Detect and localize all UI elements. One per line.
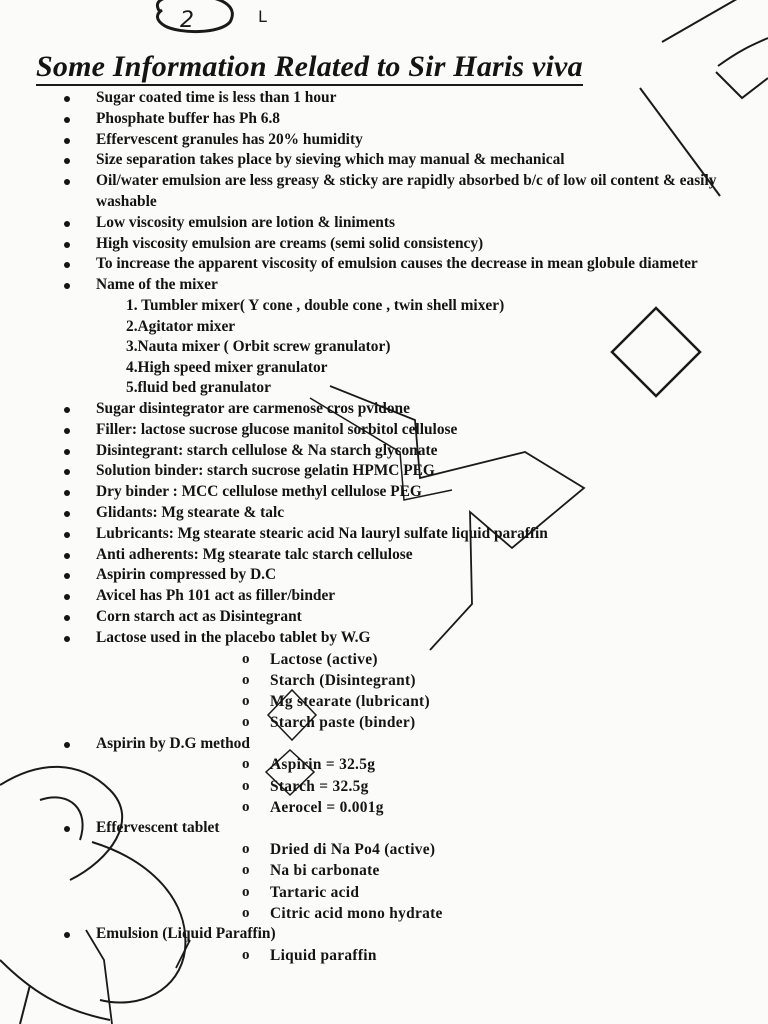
mixer-item: 2.Agitator mixer bbox=[126, 317, 236, 335]
note-item: Low viscosity emulsion are lotion & liniments bbox=[0, 213, 768, 234]
mixer-section bbox=[0, 275, 768, 399]
note-item: Lubricants: Mg stearate stearic acid Na lauryl sulfate liquid paraffin bbox=[0, 524, 768, 545]
page-title: Some Information Related to Sir Haris viva bbox=[36, 50, 583, 86]
placebo-list bbox=[172, 649, 728, 734]
mixer-item: 3.Nauta mixer ( Orbit screw granulator) bbox=[126, 338, 391, 356]
page-number-circle bbox=[157, 0, 232, 32]
effervescent-section bbox=[0, 818, 768, 924]
placebo-heading: Lactose used in the placebo tablet by W.G bbox=[96, 628, 371, 646]
placebo-item: o Starch (Disintegrant) bbox=[172, 670, 728, 691]
notes-list bbox=[0, 88, 768, 966]
effervescent-item: o Tartaric acid bbox=[172, 882, 728, 903]
note-item: Sugar coated time is less than 1 hour bbox=[0, 88, 768, 109]
mixer-heading: Name of the mixer bbox=[96, 276, 218, 294]
note-item: Avicel has Ph 101 act as filler/binder bbox=[0, 586, 768, 607]
aspirin-section bbox=[0, 734, 768, 819]
mixer-item: 4.High speed mixer granulator bbox=[126, 358, 328, 376]
note-item: To increase the apparent viscosity of emulsion causes the decrease in mean globule diameter bbox=[0, 254, 768, 275]
note-item: Solution binder: starch sucrose gelatin HPMC PEG bbox=[0, 461, 768, 482]
note-item: Anti adherents: Mg stearate talc starch cellulose bbox=[0, 545, 768, 566]
placebo-section bbox=[0, 628, 768, 734]
note-item: Glidants: Mg stearate & talc bbox=[0, 503, 768, 524]
mixer-item: 5.fluid bed granulator bbox=[126, 379, 271, 397]
note-item: Dry binder : MCC cellulose methyl cellulose PEG bbox=[0, 482, 768, 503]
note-item: Oil/water emulsion are less greasy & sticky are rapidly absorbed b/c of low oil content & easily washable bbox=[0, 171, 768, 213]
emulsion-list bbox=[172, 945, 728, 966]
placebo-item: o Starch paste (binder) bbox=[172, 712, 728, 733]
effervescent-item: o Citric acid mono hydrate bbox=[172, 903, 728, 924]
effervescent-heading: Effervescent tablet bbox=[96, 819, 220, 837]
placebo-item: o Mg stearate (lubricant) bbox=[172, 691, 728, 712]
note-item: Sugar disintegrator are carmenose cros pvidone bbox=[0, 399, 768, 420]
note-item: High viscosity emulsion are creams (semi solid consistency) bbox=[0, 234, 768, 255]
emulsion-section bbox=[0, 924, 768, 966]
page-number: 2 bbox=[180, 8, 194, 33]
effervescent-list bbox=[172, 839, 728, 924]
note-item: Size separation takes place by sieving which may manual & mechanical bbox=[0, 150, 768, 171]
placebo-item: o Lactose (active) bbox=[172, 649, 728, 670]
aspirin-list bbox=[172, 754, 728, 818]
emulsion-item: o Liquid paraffin bbox=[172, 945, 728, 966]
note-item: Effervescent granules has 20% humidity bbox=[0, 130, 768, 151]
aspirin-heading: Aspirin by D.G method bbox=[96, 734, 250, 752]
note-item: Corn starch act as Disintegrant bbox=[0, 607, 768, 628]
note-item: Phosphate buffer has Ph 6.8 bbox=[0, 109, 768, 130]
note-item: Filler: lactose sucrose glucose manitol sorbitol cellulose bbox=[0, 420, 768, 441]
page-mark: L bbox=[258, 7, 267, 26]
aspirin-item: o Aerocel = 0.001g bbox=[172, 797, 728, 818]
aspirin-item: o Aspirin = 32.5g bbox=[172, 754, 728, 775]
note-item: Aspirin compressed by D.C bbox=[0, 565, 768, 586]
emulsion-heading: Emulsion (Liquid Paraffin) bbox=[96, 925, 276, 943]
note-item: Disintegrant: starch cellulose & Na starch glyconate bbox=[0, 441, 768, 462]
mixer-list bbox=[96, 296, 728, 399]
mixer-item: 1. Tumbler mixer( Y cone , double cone , twin shell mixer) bbox=[126, 296, 505, 314]
effervescent-item: o Na bi carbonate bbox=[172, 860, 728, 881]
effervescent-item: o Dried di Na Po4 (active) bbox=[172, 839, 728, 860]
aspirin-item: o Starch = 32.5g bbox=[172, 776, 728, 797]
